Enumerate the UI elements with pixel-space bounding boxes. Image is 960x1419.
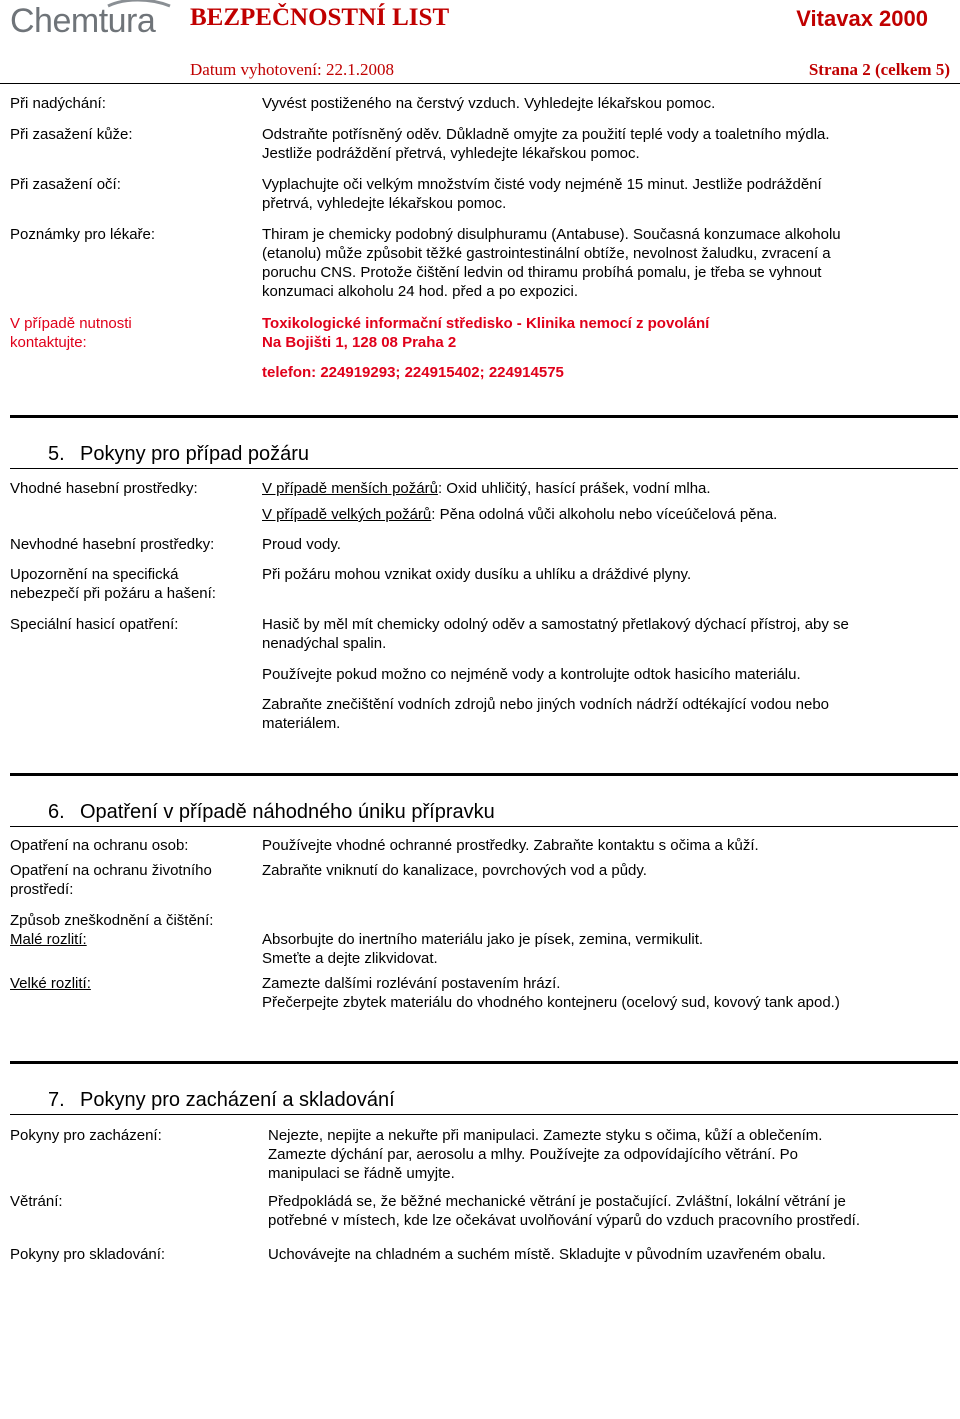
skin-text-1: Odstraňte potřísněný oděv. Důkladně omyjte za použití teplé vody a toaletního mýdla.	[262, 126, 830, 143]
emergency-contact-label-1: V případě nutnosti	[10, 315, 132, 332]
small-spill-label: Malé rozlití:	[10, 931, 87, 948]
doctor-notes-label: Poznámky pro lékaře:	[10, 226, 156, 243]
doctor-notes-text-3: poruchu CNS. Protože čištění ledvin od thiramu probíhá pomalu, je třeba se vyhnout	[262, 264, 822, 281]
product-name: Vitavax 2000	[796, 6, 928, 31]
section-6-title-rule	[10, 826, 958, 827]
section-6-top-rule	[10, 773, 958, 776]
large-spill-text-2: Přečerpejte zbytek materiálu do vhodného kontejneru (ocelový sud, kovový tank apod.)	[262, 994, 840, 1011]
ventilation-label: Větrání:	[10, 1193, 63, 1210]
special-hazards-text: Při požáru mohou vznikat oxidy dusíku a uhlíku a dráždivé plyny.	[262, 566, 692, 583]
handling-text-2: Zamezte dýchání par, aerosolu a mlhy. Používejte za odpovídajícího větrání. Po	[268, 1146, 799, 1163]
section-5-top-rule	[10, 415, 958, 418]
section-7-number: 7.	[48, 1089, 65, 1111]
special-measures-text-4: Zabraňte znečištění vodních zdrojů nebo jiných vodních nádrží odtékající vodou nebo	[262, 696, 830, 713]
section-7-title-rule	[10, 1114, 958, 1115]
header-divider	[0, 83, 960, 84]
emergency-contact-phone: telefon: 224919293; 224915402; 224914575	[262, 364, 564, 381]
special-hazards-label-2: nebezpečí při požáru a hašení:	[10, 585, 216, 602]
suitable-media-small	[262, 479, 711, 498]
doctor-notes-text-4: konzumaci alkoholu 24 hod. před a po expozici.	[262, 283, 579, 300]
section-7-heading	[48, 1088, 395, 1112]
large-spill-text-1: Zamezte dalšími rozlévání postavením hrází.	[262, 975, 561, 992]
document-header	[0, 0, 960, 84]
section-6-number: 6.	[48, 801, 65, 823]
special-measures-text-1: Hasič by měl mít chemicky odolný oděv a samostatný přetlakový dýchací přístroj, aby se	[262, 616, 849, 633]
section-5-heading	[48, 442, 309, 466]
handling-label: Pokyny pro zacházení:	[10, 1127, 162, 1144]
section-7-title: Pokyny pro zacházení a skladování	[80, 1089, 395, 1111]
emergency-contact-name: Toxikologické informační středisko - Klinika nemocí z povolání	[262, 315, 710, 332]
doctor-notes-text-2: (etanolu) může způsobit těžké gastrointestinální obtíže, nevolnost žaludku, zvracení a	[262, 245, 831, 262]
environmental-precautions-label-2: prostředí:	[10, 881, 74, 898]
cleanup-methods-label: Způsob zneškodnění a čištění:	[10, 912, 214, 929]
ventilation-text-1: Předpokládá se, že běžné mechanické větrání je postačující. Zvláštní, lokální větrání je	[268, 1193, 846, 1210]
section-7-top-rule	[10, 1061, 958, 1064]
section-6-heading	[48, 800, 495, 824]
eyes-text-2: přetrvá, vyhledejte lékařskou pomoc.	[262, 195, 507, 212]
suitable-media-label: Vhodné hasební prostředky:	[10, 480, 198, 497]
emergency-contact-label-2: kontaktujte:	[10, 334, 87, 351]
large-fire-text: : Pěna odolná vůči alkoholu nebo víceúčelová pěna.	[431, 506, 778, 523]
small-spill-text-1: Absorbujte do inertního materiálu jako je písek, zemina, vermikulit.	[262, 931, 704, 948]
storage-text: Uchovávejte na chladném a suchém místě. Skladujte v původním uzavřeném obalu.	[268, 1246, 826, 1263]
section-5-number: 5.	[48, 443, 65, 465]
doctor-notes-text-1: Thiram je chemicky podobný disulphuramu (Antabuse). Současná konzumace alkoholu	[262, 226, 841, 243]
handling-text-3: manipulaci se řádně umyjte.	[268, 1165, 455, 1182]
personal-precautions-text: Používejte vhodné ochranné prostředky. Zabraňte kontaktu s očima a kůží.	[262, 837, 759, 854]
environmental-precautions-label-1: Opatření na ochranu životního	[10, 862, 212, 879]
issue-date: Datum vyhotovení: 22.1.2008	[190, 60, 394, 79]
eyes-label: Při zasažení očí:	[10, 176, 121, 193]
skin-label: Při zasažení kůže:	[10, 126, 133, 143]
special-measures-text-3: Používejte pokud možno co nejméně vody a kontrolujte odtok hasicího materiálu.	[262, 666, 801, 683]
unsuitable-media-text: Proud vody.	[262, 536, 341, 553]
storage-label: Pokyny pro skladování:	[10, 1246, 166, 1263]
section-5-title-rule	[10, 468, 958, 469]
page-number: Strana 2 (celkem 5)	[808, 60, 950, 79]
unsuitable-media-label: Nevhodné hasební prostředky:	[10, 536, 215, 553]
inhalation-label: Při nadýchání:	[10, 95, 106, 112]
skin-text-2: Jestliže podráždění přetrvá, vyhledejte lékařskou pomoc.	[262, 145, 640, 162]
special-measures-text-5: materiálem.	[262, 715, 341, 732]
eyes-text-1: Vyplachujte oči velkým množstvím čisté vody nejméně 15 minut. Jestliže podráždění	[262, 176, 822, 193]
large-spill-label: Velké rozlití:	[10, 975, 91, 992]
large-fire-label: V případě velkých požárů	[262, 506, 432, 523]
small-fire-text: : Oxid uhličitý, hasící prášek, vodní mlha.	[437, 480, 711, 497]
document-title: BEZPEČNOSTNÍ LIST	[190, 4, 450, 31]
suitable-media-large	[262, 505, 777, 524]
inhalation-text: Vyvést postiženého na čerstvý vzduch. Vyhledejte lékařskou pomoc.	[262, 95, 716, 112]
personal-precautions-label: Opatření na ochranu osob:	[10, 837, 189, 854]
emergency-contact-address: Na Bojišti 1, 128 08 Praha 2	[262, 334, 457, 351]
section-5-title: Pokyny pro případ požáru	[80, 443, 310, 465]
special-measures-label: Speciální hasicí opatření:	[10, 616, 179, 633]
small-spill-text-2: Smeťte a dejte zlikvidovat.	[262, 950, 438, 967]
special-measures-text-2: nenadýchal spalin.	[262, 635, 387, 652]
small-fire-label: V případě menších požárů	[262, 480, 438, 497]
ventilation-text-2: potřebné v místech, kde lze očekávat uvolňování výparů do vzduch pracovního prostředí.	[268, 1212, 861, 1229]
special-hazards-label-1: Upozornění na specifická	[10, 566, 179, 583]
handling-text-1: Nejezte, nepijte a nekuřte při manipulaci. Zamezte styku s očima, kůží a oblečením.	[268, 1127, 823, 1144]
environmental-precautions-text: Zabraňte vniknutí do kanalizace, povrchových vod a půdy.	[262, 862, 647, 879]
section-6-title: Opatření v případě náhodného úniku přípravku	[80, 801, 495, 823]
company-logo: Chemtura	[10, 2, 156, 40]
